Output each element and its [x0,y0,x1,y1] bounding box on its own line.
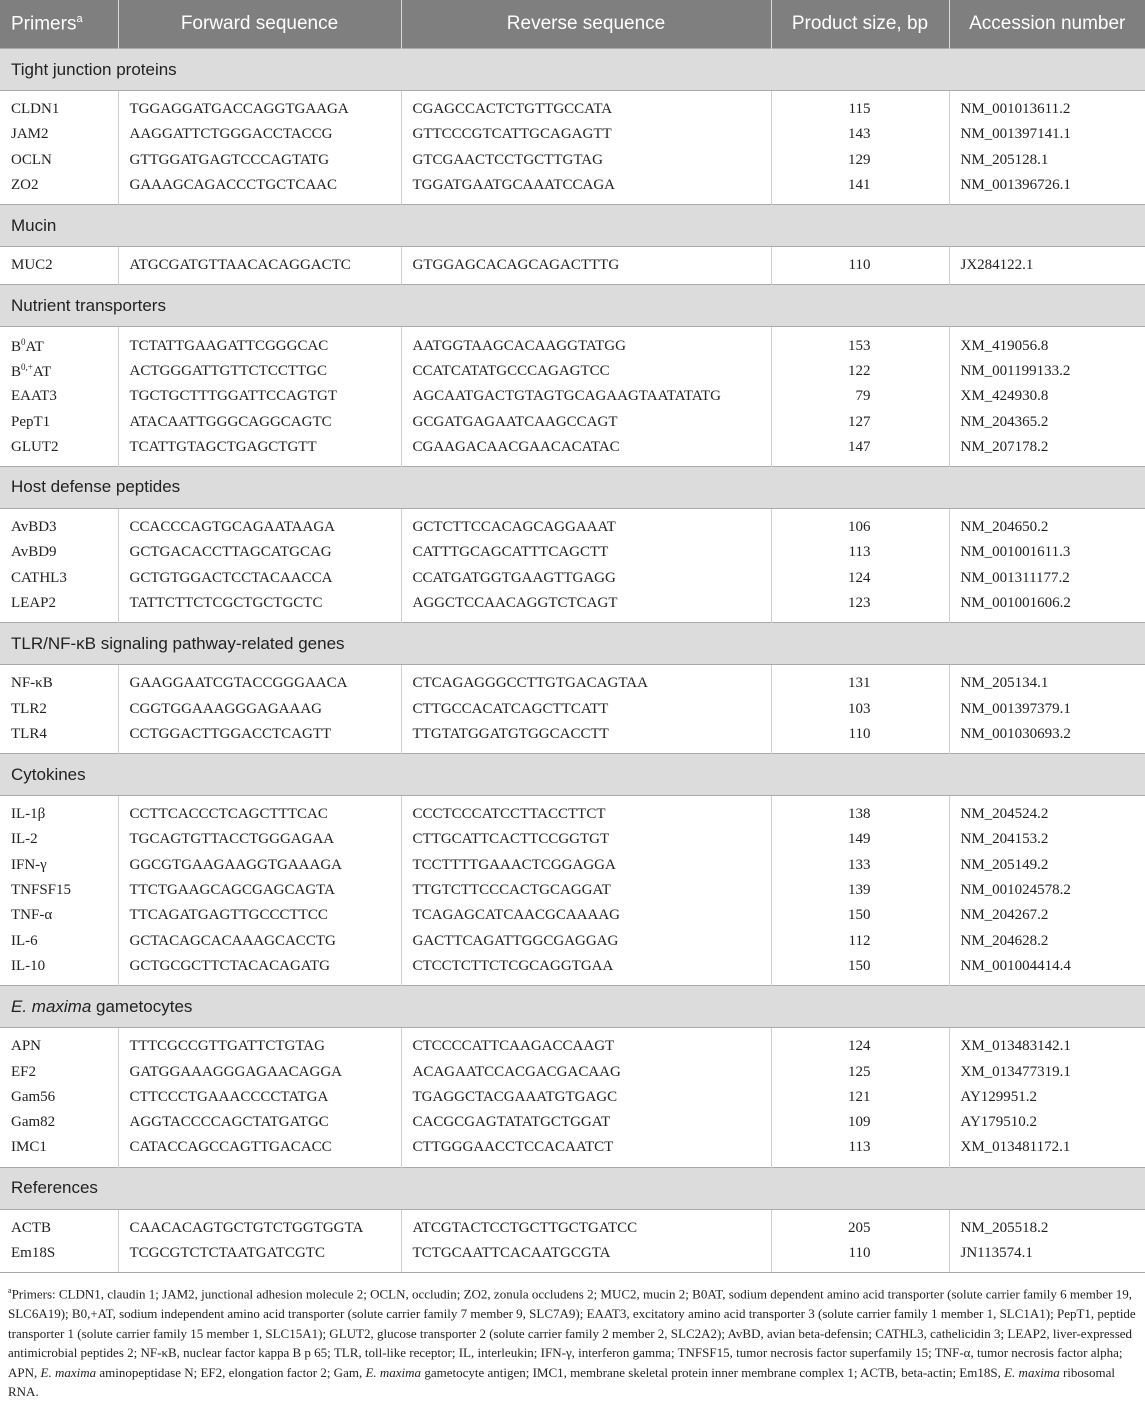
accession-number: JX284122.1 [960,257,1034,274]
section-header [0,466,1145,508]
accession-number: NM_001397379.1 [960,700,1071,717]
footnote-italic: E. maxima [365,1364,422,1380]
primer-name: APN [0,1034,118,1059]
product-size: 109 [771,1110,949,1135]
table-row [0,566,1145,591]
section-header [0,754,1145,796]
table-row [0,1135,1145,1160]
forward-sequence: AAGGATTCTGGGACCTACCG [118,122,401,147]
header-accession: Accession number [949,0,1145,49]
reverse-sequence: GACTTCAGATTGGCGAGGAG [401,929,771,954]
product-size: 153 [771,333,949,358]
primer-name: IL-10 [0,954,118,979]
table-row [0,696,1145,721]
section-title: Host defense peptides [0,466,1145,508]
accession-number: NM_001311177.2 [960,569,1070,586]
section-title-rest: gametocytes [91,996,193,1016]
primer-name: TLR4 [0,722,118,747]
primer-name: IMC1 [0,1135,118,1160]
primer-name-base: B [11,338,22,355]
primer-name: AvBD9 [0,540,118,565]
forward-sequence: CATACCAGCCAGTTGACACC [118,1135,401,1160]
header-reverse: Reverse sequence [401,0,771,49]
table-row [0,878,1145,903]
reverse-sequence: CGAAGACAACGAACACATAC [401,435,771,460]
accession-number: NM_001199133.2 [960,362,1071,379]
product-size: 110 [771,253,949,278]
reverse-sequence: CTCCCCATTCAAGACCAAGT [401,1034,771,1059]
primer-name-superscript: 0,+ [21,361,33,372]
accession-number: NM_204365.2 [960,413,1049,430]
primer-name-superscript: 0 [21,336,26,347]
table-row [0,1034,1145,1059]
product-size: 110 [771,1241,949,1266]
reverse-sequence: CGAGCCACTCTGTTGCCATA [401,97,771,122]
table-row [0,1059,1145,1084]
header-primers-label: Primers [11,13,77,35]
product-size: 150 [771,954,949,979]
header-forward: Forward sequence [118,0,401,49]
table-row [0,1216,1145,1241]
footnote-text: Primers: CLDN1, claudin 1; JAM2, junctional adhesion molecule 2; OCLN, occludin; ZO2, zonula occludens 2; MUC2, mucin 2; B0AT, sodium dependent amino acid transporter (solute carrier family 6 member 19, SLC6A19); B0,+AT, sodium independent amino acid transporter (solute carrier family 7 member 9, SLC7A9); EAAT3, excitatory amino acid transporter 3 (solute carrier family 1 member 1, SLC1A1); PepT1, peptide transporter 1 (solute carrier family 15 member 1, SLC15A1); GLUT2, glucose transporter 2 (solute carrier family 2 member 2, SLC2A2); AvBD, avian beta-defensin; CATHL3, cathelicidin 3; LEAP2, liver-expressed antimicrobial peptides 2; NF-κB, nuclear factor kappa B p 65; TLR, toll-like receptor; IL, interleukin; IFN-γ, interferon gamma; TNFSF15, tumor necrosis factor superfamily 15; TNF-α, tumor necrosis factor alpha; APN, [8,1286,1136,1380]
product-size: 205 [771,1216,949,1241]
table-row [0,384,1145,409]
product-size: 121 [771,1085,949,1110]
primer-name-base: B [11,363,22,380]
primer-name: JAM2 [0,122,118,147]
reverse-sequence: TTGTATGGATGTGGCACCTT [401,722,771,747]
product-size: 127 [771,409,949,434]
accession-number: NM_001396726.1 [960,177,1071,194]
reverse-sequence: GTTCCCGTCATTGCAGAGTT [401,122,771,147]
reverse-sequence: CCCTCCCATCCTTACCTTCT [401,802,771,827]
footnote-text: gametocyte antigen; IMC1, membrane skeletal protein inner membrane complex 1; ACTB, beta-actin; Em18S, [421,1364,1005,1380]
product-size: 141 [771,173,949,198]
reverse-sequence: CTTGCCACATCAGCTTCATT [401,696,771,721]
product-size: 106 [771,515,949,540]
accession-number: NM_205134.1 [960,675,1049,692]
primer-name: IFN-γ [0,853,118,878]
reverse-sequence: CTTGGGAACCTCCACAATCT [401,1135,771,1160]
table-row [0,148,1145,173]
section-header [0,623,1145,665]
accession-number: NM_204524.2 [960,806,1049,823]
primer-name: IL-2 [0,827,118,852]
accession-number: NM_001030693.2 [960,725,1071,742]
table-row [0,1241,1145,1266]
product-size: 149 [771,827,949,852]
forward-sequence: GCTGACACCTTAGCATGCAG [118,540,401,565]
product-size: 103 [771,696,949,721]
primer-name: Em18S [0,1241,118,1266]
table-header [0,0,1145,49]
product-size: 125 [771,1059,949,1084]
accession-number: AY179510.2 [960,1114,1038,1131]
reverse-sequence: ACAGAATCCACGACGACAAG [401,1059,771,1084]
reverse-sequence: CTTGCATTCACTTCCGGTGT [401,827,771,852]
section-title: Nutrient transporters [0,285,1145,327]
accession-number: NM_204153.2 [960,831,1049,848]
reverse-sequence: CCATCATATGCCCAGAGTCC [401,359,771,384]
forward-sequence: GTTGGATGAGTCCCAGTATG [118,148,401,173]
forward-sequence: GAAAGCAGACCCTGCTCAAC [118,173,401,198]
section-header [0,1167,1145,1209]
accession-number: NM_205149.2 [960,856,1049,873]
table-row [0,853,1145,878]
footnote-mark: a [8,1286,12,1296]
section-title: Mucin [0,205,1145,247]
product-size: 124 [771,566,949,591]
primer-name: PepT1 [0,409,118,434]
primer-name: EAAT3 [0,384,118,409]
reverse-sequence: CTCAGAGGGCCTTGTGACAGTAA [401,671,771,696]
section-title: Cytokines [0,754,1145,796]
primer-name-suffix: AT [32,363,52,380]
forward-sequence: TTCAGATGAGTTGCCCTTCC [118,903,401,928]
reverse-sequence: TCCTTTTGAAACTCGGAGGA [401,853,771,878]
section-title-italic: E. maxima [11,996,92,1016]
forward-sequence: GCTACAGCACAAAGCACCTG [118,929,401,954]
table-row [0,409,1145,434]
table-row [0,1110,1145,1135]
primer-name [0,359,118,384]
table-row [0,333,1145,358]
reverse-sequence: CACGCGAGTATATGCTGGAT [401,1110,771,1135]
table-row [0,1085,1145,1110]
accession-number: XM_013477319.1 [960,1063,1071,1080]
product-size: 112 [771,929,949,954]
table-row [0,359,1145,384]
primer-name: TNF-α [0,903,118,928]
table-row [0,827,1145,852]
primer-name: CATHL3 [0,566,118,591]
product-size: 123 [771,591,949,616]
forward-sequence: TTCTGAAGCAGCGAGCAGTA [118,878,401,903]
section-header [0,986,1145,1028]
section-title: TLR/NF-κB signaling pathway-related genes [0,623,1145,665]
table-row [0,173,1145,198]
forward-sequence: TTTCGCCGTTGATTCTGTAG [118,1034,401,1059]
section-title: Tight junction proteins [0,49,1145,91]
reverse-sequence: TCAGAGCATCAACGCAAAAG [401,903,771,928]
forward-sequence: ACTGGGATTGTTCTCCTTGC [118,359,401,384]
reverse-sequence: AGCAATGACTGTAGTGCAGAAGTAATATATG [401,384,771,409]
section-title [0,986,1145,1028]
product-size: 133 [771,853,949,878]
accession-number: NM_001001606.2 [960,595,1071,611]
forward-sequence: ATGCGATGTTAACACAGGACTC [118,253,401,278]
product-size: 138 [771,802,949,827]
table-row [0,722,1145,747]
reverse-sequence: TCTGCAATTCACAATGCGTA [401,1241,771,1266]
accession-number: XM_424930.8 [960,388,1049,405]
product-size: 150 [771,903,949,928]
accession-number: NM_204267.2 [960,907,1049,924]
accession-number: XM_013481172.1 [960,1139,1071,1156]
primer-name: CLDN1 [0,97,118,122]
accession-number: NM_205128.1 [960,151,1049,168]
product-size: 143 [771,122,949,147]
table-row [0,591,1145,616]
accession-number: NM_001024578.2 [960,882,1071,899]
primer-name: OCLN [0,148,118,173]
forward-sequence: TCTATTGAAGATTCGGGCAC [118,333,401,358]
accession-number: JN113574.1 [960,1245,1033,1262]
forward-sequence: GCTGTGGACTCCTACAACCA [118,566,401,591]
forward-sequence: CTTCCCTGAAACCCCTATGA [118,1085,401,1110]
forward-sequence: GGCGTGAAGAAGGTGAAAGA [118,853,401,878]
header-size: Product size, bp [771,0,949,49]
header-primers-footnote-mark: a [76,12,83,25]
primer-name: TNFSF15 [0,878,118,903]
reverse-sequence: GCGATGAGAATCAAGCCAGT [401,409,771,434]
forward-sequence: AGGTACCCCAGCTATGATGC [118,1110,401,1135]
product-size: 124 [771,1034,949,1059]
table-row [0,253,1145,278]
forward-sequence: TGCAGTGTTACCTGGGAGAA [118,827,401,852]
accession-number: XM_013483142.1 [960,1038,1071,1055]
forward-sequence: TATTCTTCTCGCTGCTGCTC [118,591,401,616]
footnote-text: ribosomal RNA. [8,1364,1115,1400]
primer-name: LEAP2 [0,591,118,616]
accession-number: NM_204650.2 [960,519,1049,536]
product-size: 131 [771,671,949,696]
forward-sequence: TGCTGCTTTGGATTCCAGTGT [118,384,401,409]
accession-number: NM_207178.2 [960,438,1049,455]
table-row [0,802,1145,827]
reverse-sequence: CATTTGCAGCATTTCAGCTT [401,540,771,565]
accession-number: NM_204628.2 [960,932,1049,949]
reverse-sequence: ATCGTACTCCTGCTTGCTGATCC [401,1216,771,1241]
reverse-sequence: TGAGGCTACGAAATGTGAGC [401,1085,771,1110]
product-size: 110 [771,722,949,747]
table-row [0,97,1145,122]
primer-name-suffix: AT [25,338,44,355]
table-row [0,515,1145,540]
product-size: 139 [771,878,949,903]
primer-name: IL-1β [0,802,118,827]
table-row [0,122,1145,147]
forward-sequence: TGGAGGATGACCAGGTGAAGA [118,97,401,122]
table-row [0,671,1145,696]
reverse-sequence: CCATGATGGTGAAGTTGAGG [401,566,771,591]
forward-sequence: CCTTCACCCTCAGCTTTCAC [118,802,401,827]
reverse-sequence: TGGATGAATGCAAATCCAGA [401,173,771,198]
reverse-sequence: GCTCTTCCACAGCAGGAAAT [401,515,771,540]
table-body [0,49,1145,1273]
accession-number: NM_001001611.3 [960,544,1071,561]
accession-number: NM_001397141.1 [960,126,1071,143]
product-size: 122 [771,359,949,384]
forward-sequence: GAAGGAATCGTACCGGGAACA [118,671,401,696]
reverse-sequence: GTCGAACTCCTGCTTGTAG [401,148,771,173]
forward-sequence: CGGTGGAAAGGGAGAAAG [118,696,401,721]
primer-name: AvBD3 [0,515,118,540]
footnote-italic: E. maxima [40,1364,97,1380]
reverse-sequence: AATGGTAAGCACAAGGTATGG [401,333,771,358]
product-size: 129 [771,148,949,173]
primer-name: ZO2 [0,173,118,198]
accession-number: AY129951.2 [960,1088,1038,1105]
primer-name: Gam82 [0,1110,118,1135]
reverse-sequence: AGGCTCCAACAGGTCTCAGT [401,591,771,616]
table-row [0,903,1145,928]
primer-name: MUC2 [0,253,118,278]
forward-sequence: CAACACAGTGCTGTCTGGTGGTA [118,1216,401,1241]
accession-number: NM_001013611.2 [960,101,1071,118]
forward-sequence: GATGGAAAGGGAGAACAGGA [118,1059,401,1084]
primer-name: TLR2 [0,696,118,721]
product-size: 113 [771,540,949,565]
reverse-sequence: TTGTCTTCCCACTGCAGGAT [401,878,771,903]
accession-number: XM_419056.8 [960,337,1049,354]
reverse-sequence: CTCCTCTTCTCGCAGGTGAA [401,954,771,979]
table-row [0,435,1145,460]
primer-name: EF2 [0,1059,118,1084]
footnote-text: aminopeptidase N; EF2, elongation factor 2; Gam, [96,1364,366,1380]
forward-sequence: ATACAATTGGGCAGGCAGTC [118,409,401,434]
product-size: 147 [771,435,949,460]
section-header [0,205,1145,247]
primer-name: Gam56 [0,1085,118,1110]
product-size: 115 [771,97,949,122]
header-primers [0,0,118,49]
forward-sequence: CCTGGACTTGGACCTCAGTT [118,722,401,747]
primer-name: IL-6 [0,929,118,954]
table-footnote [0,1272,1145,1401]
reverse-sequence: GTGGAGCACAGCAGACTTTG [401,253,771,278]
forward-sequence: GCTGCGCTTCTACACAGATG [118,954,401,979]
forward-sequence: TCATTGTAGCTGAGCTGTT [118,435,401,460]
forward-sequence: CCACCCAGTGCAGAATAAGA [118,515,401,540]
primer-name: GLUT2 [0,435,118,460]
table-row [0,929,1145,954]
product-size: 79 [771,384,949,409]
product-size: 113 [771,1135,949,1160]
accession-number: NM_001004414.4 [960,957,1071,974]
section-header [0,49,1145,91]
accession-number: NM_205518.2 [960,1219,1049,1236]
primer-name: ACTB [0,1216,118,1241]
primer-name [0,333,118,358]
table-row [0,954,1145,979]
table-row [0,540,1145,565]
primer-name: NF-κB [0,671,118,696]
forward-sequence: TCGCGTCTCTAATGATCGTC [118,1241,401,1266]
section-header [0,285,1145,327]
footnote-italic: E. maxima [1004,1364,1060,1380]
section-title: References [0,1167,1145,1209]
